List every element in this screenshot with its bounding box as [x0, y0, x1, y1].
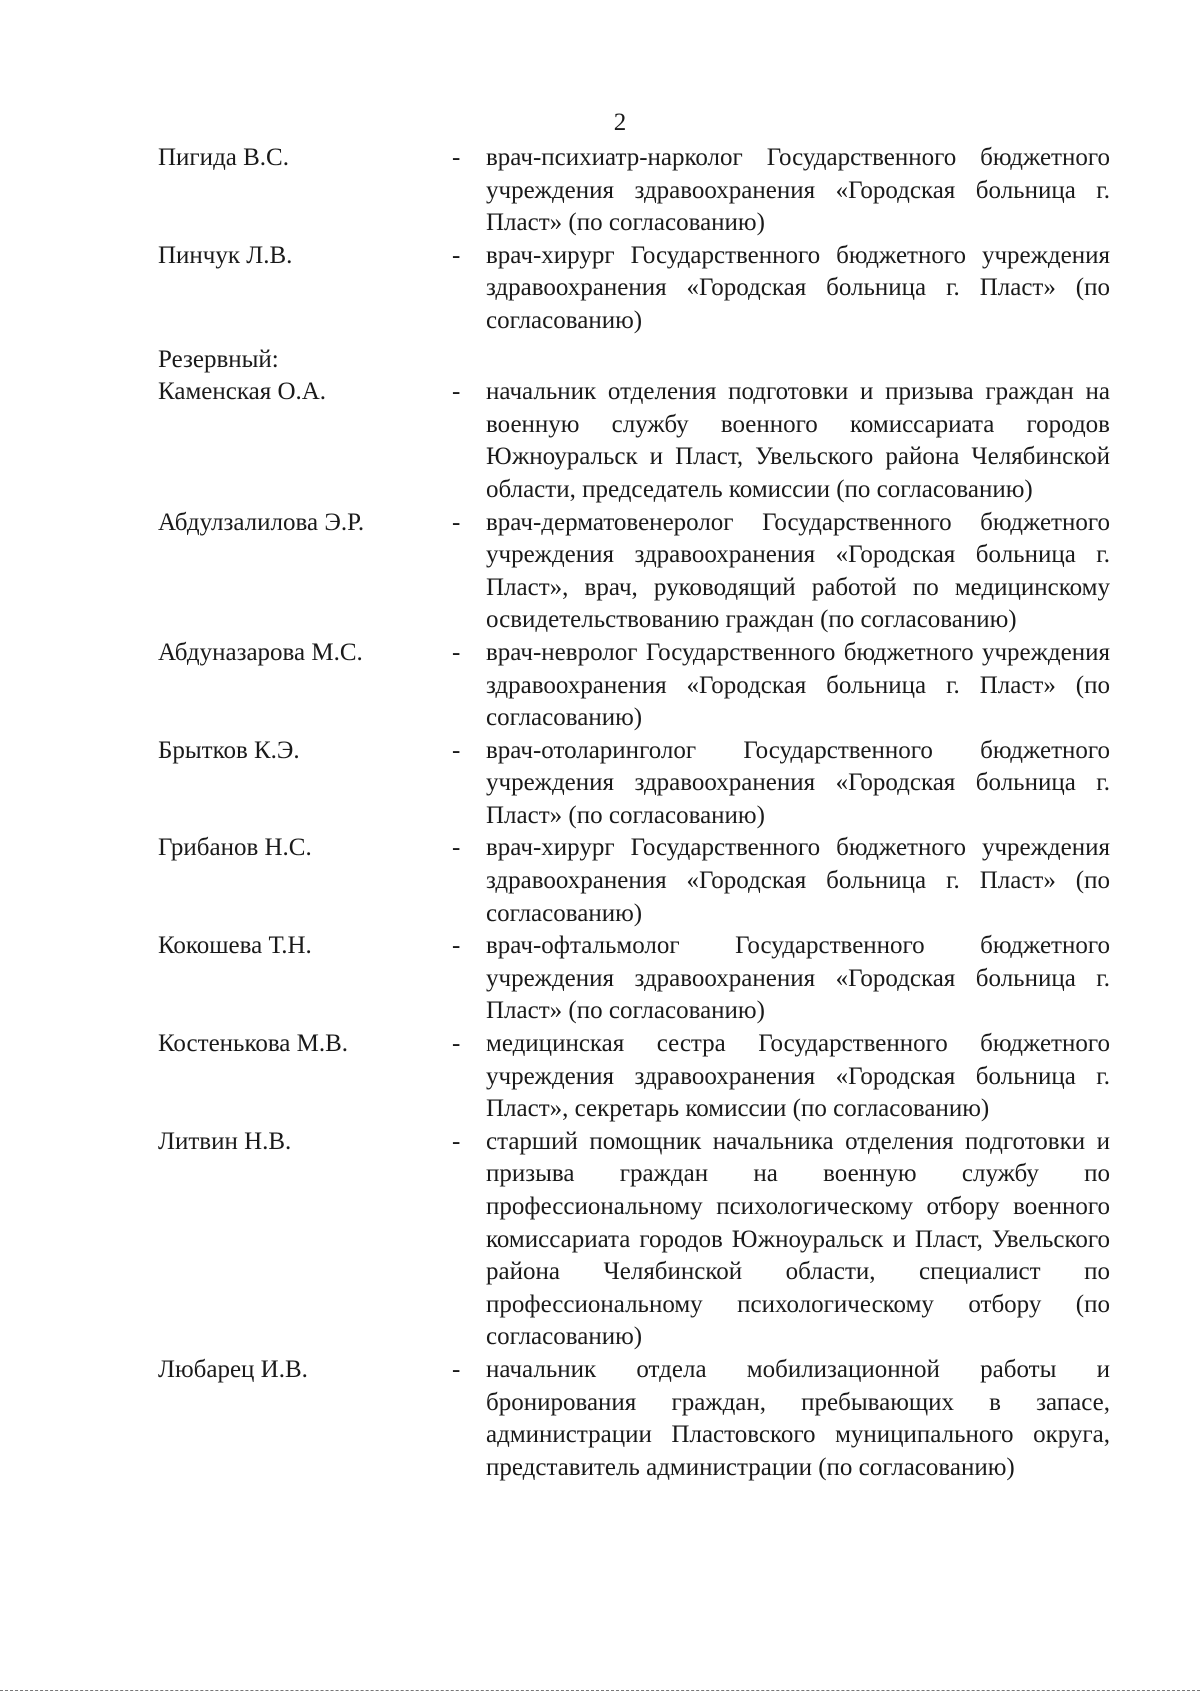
member-name: Абдулзалилова Э.Р. [158, 508, 365, 536]
member-role: врач-психиатр-нарколог Государственного бюджетного учреждения здравоохранения «Городская больница г. Пласт» (по согласованию) [486, 144, 1110, 237]
member-role: начальник отделения подготовки и призыва граждан на военную службу военного комиссариата городов Южноуральск и Пласт, Увельского района Челябинской области, председатель комиссии (по согласованию) [486, 378, 1110, 503]
member-dash: - [452, 378, 461, 406]
member-name: Кокошева Т.Н. [158, 932, 312, 960]
member-name: Грибанов Н.С. [158, 834, 312, 862]
page-number: 2 [613, 109, 627, 136]
member-entry [158, 832, 1118, 930]
member-dash: - [452, 834, 461, 862]
member-entry [158, 1354, 1118, 1484]
member-entry [158, 1126, 1118, 1354]
scan-bottom-edge-line [0, 1690, 1200, 1691]
member-role: врач-хирург Государственного бюджетного учреждения здравоохранения «Городская больница г. Пласт» (по согласованию) [486, 241, 1110, 334]
member-dash: - [452, 508, 461, 536]
member-name: Абдуназарова М.С. [158, 638, 363, 666]
member-name: Пинчук Л.В. [158, 241, 293, 269]
commission-member-list [158, 142, 1118, 1484]
member-entry [158, 507, 1118, 637]
member-entry [158, 240, 1118, 338]
member-entry [158, 376, 1118, 506]
member-dash: - [452, 736, 461, 764]
member-role: врач-отоларинголог Государственного бюджетного учреждения здравоохранения «Городская больница г. Пласт» (по согласованию) [486, 736, 1110, 829]
member-role: начальник отдела мобилизационной работы и бронирования граждан, пребывающих в запасе, администрации Пластовского муниципального округа, представитель администрации (по согласованию) [486, 1355, 1110, 1481]
member-dash: - [452, 932, 461, 960]
member-entry [158, 930, 1118, 1028]
member-name: Брытков К.Э. [158, 736, 300, 764]
member-dash: - [452, 638, 461, 666]
main-members [158, 142, 1118, 338]
member-name: Каменская О.А. [158, 378, 327, 406]
member-role: врач-офтальмолог Государственного бюджетного учреждения здравоохранения «Городская больница г. Пласт» (по согласованию) [486, 932, 1110, 1025]
member-entry [158, 142, 1118, 240]
member-entry [158, 637, 1118, 735]
reserve-section-label: Резервный: [158, 345, 279, 373]
member-role: врач-хирург Государственного бюджетного учреждения здравоохранения «Городская больница г. Пласт» (по согласованию) [486, 834, 1110, 927]
member-role: медицинская сестра Государственного бюджетного учреждения здравоохранения «Городская больница г. Пласт», секретарь комиссии (по согласованию) [486, 1030, 1110, 1123]
member-dash: - [452, 1355, 461, 1383]
member-role: врач-дерматовенеролог Государственного бюджетного учреждения здравоохранения «Городская больница г. Пласт», врач, руководящий работой по медицинскому освидетельствованию граждан (по согласованию) [486, 508, 1110, 634]
reserve-members [158, 376, 1118, 1484]
member-dash: - [452, 1127, 461, 1155]
member-role: старший помощник начальника отделения подготовки и призыва граждан на военную службу по профессиональному психологическому отбору военного комиссариата городов Южноуральск и Пласт, Увельского района Челябинской области, специалист по профессиональному психологическому отбору (по согласованию) [486, 1127, 1110, 1351]
member-entry [158, 1028, 1118, 1126]
member-name: Литвин Н.В. [158, 1127, 292, 1155]
member-name: Пигида В.С. [158, 144, 289, 171]
member-role: врач-невролог Государственного бюджетного учреждения здравоохранения «Городская больница г. Пласт» (по согласованию) [486, 638, 1110, 732]
member-dash: - [452, 144, 461, 171]
member-entry [158, 735, 1118, 833]
member-dash: - [452, 241, 461, 269]
member-name: Любарец И.В. [158, 1355, 308, 1383]
member-dash: - [452, 1030, 461, 1058]
member-name: Костенькова М.В. [158, 1030, 349, 1058]
